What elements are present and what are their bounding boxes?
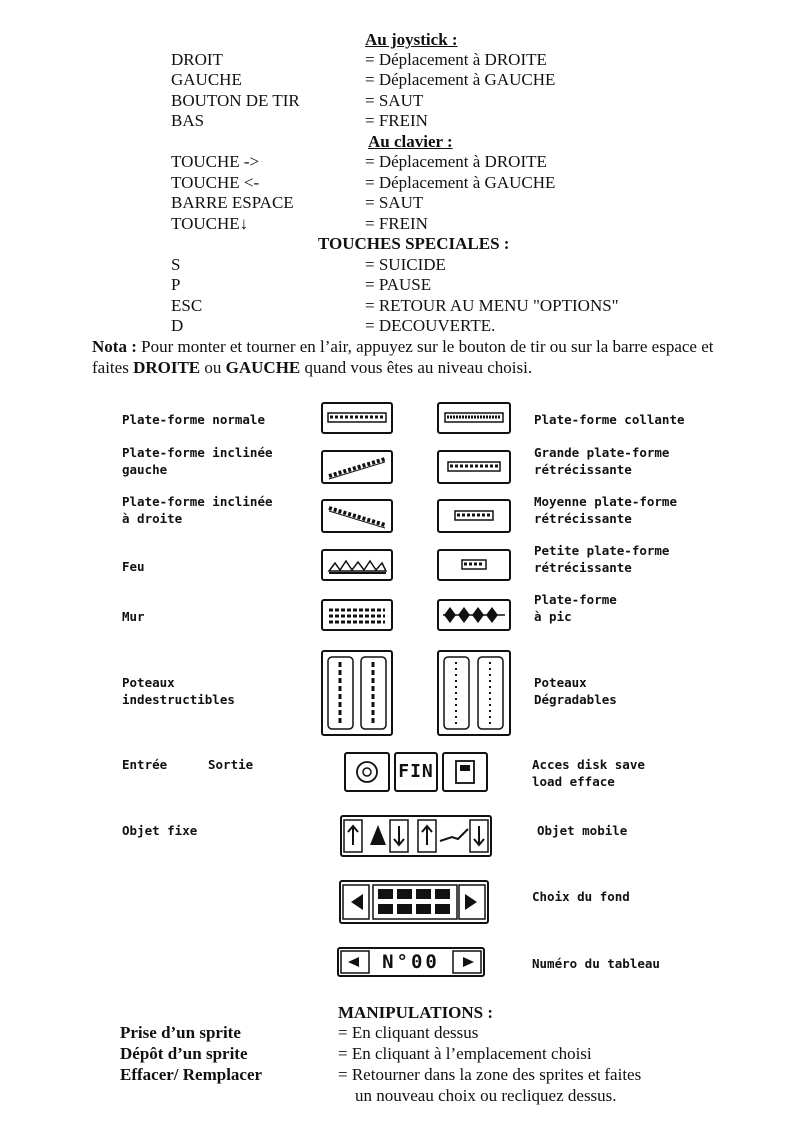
label-grande-plate-forme: Grande plate-forme rétrécissante xyxy=(534,445,670,477)
pillars-degradable-graphic xyxy=(439,652,509,734)
sprite-plate-forme-normale[interactable] xyxy=(321,402,393,434)
tableau-prev-arrow-icon[interactable] xyxy=(339,949,367,975)
manip-action-continuation: un nouveau choix ou recliquez dessus. xyxy=(355,1086,617,1105)
entry-button[interactable] xyxy=(344,752,390,792)
keyboard-key-left: TOUCHE <- xyxy=(171,173,260,192)
label-numero-tableau: Numéro du tableau xyxy=(532,956,660,971)
label-objet-fixe: Objet fixe xyxy=(122,823,198,838)
label-plate-forme-a-pic: Plate-forme à pic xyxy=(534,592,617,624)
label-entree: Entrée xyxy=(122,757,168,772)
keyboard-action-right: = Déplacement à DROITE xyxy=(365,152,547,171)
label-objet-mobile: Objet mobile xyxy=(537,823,628,838)
joystick-action-tir: = SAUT xyxy=(365,91,424,110)
joystick-action-bas: = FREIN xyxy=(365,111,428,130)
sprite-plate-forme-collante[interactable] xyxy=(437,402,511,434)
tableau-number: N°00 xyxy=(382,951,440,973)
special-key-s: S xyxy=(171,255,181,274)
objet-mobile-path-icon[interactable] xyxy=(428,826,476,846)
tableau-next-arrow-icon[interactable] xyxy=(451,949,479,975)
platform-large-shrinking-graphic xyxy=(439,452,509,482)
special-key-esc: ESC xyxy=(171,296,203,315)
exit-button[interactable] xyxy=(394,752,438,792)
sprite-feu[interactable] xyxy=(321,549,393,581)
sprite-plate-forme-inclinee-gauche[interactable] xyxy=(321,450,393,484)
label-plate-forme-inclinee-gauche: Plate-forme inclinée gauche xyxy=(122,445,273,477)
special-action-esc: = RETOUR AU MENU "OPTIONS" xyxy=(365,296,619,315)
manipulations-heading: MANIPULATIONS : xyxy=(338,1003,494,1022)
joystick-key-gauche: GAUCHE xyxy=(171,70,242,89)
label-moyenne-plate-forme: Moyenne plate-forme rétrécissante xyxy=(534,494,677,526)
sprite-plate-forme-a-pic[interactable] xyxy=(437,599,511,631)
sprite-plate-forme-inclinee-droite[interactable] xyxy=(321,499,393,533)
joystick-key-bas: BAS xyxy=(171,111,205,130)
keyboard-heading: Au clavier : xyxy=(368,132,453,151)
platform-incline-right-graphic xyxy=(323,501,391,531)
background-prev-arrow-icon[interactable] xyxy=(341,884,369,920)
label-choix-du-fond: Choix du fond xyxy=(532,889,630,904)
nota-bold-droite: DROITE xyxy=(133,358,201,377)
label-petite-plate-forme: Petite plate-forme rétrécissante xyxy=(534,543,670,575)
nota-bold-gauche: GAUCHE xyxy=(225,358,301,377)
keyboard-key-right: TOUCHE -> xyxy=(171,152,260,171)
platform-medium-shrinking-graphic xyxy=(439,501,509,531)
sprite-poteaux-indestructibles[interactable] xyxy=(321,650,393,736)
keyboard-action-left: = Déplacement à GAUCHE xyxy=(365,173,556,192)
pillars-indestructible-graphic xyxy=(323,652,391,734)
label-poteaux-indestructibles: Poteaux indestructibles xyxy=(122,675,235,707)
exit-fin-label: FIN xyxy=(398,761,434,782)
entry-icon xyxy=(346,754,388,790)
joystick-key-tir: BOUTON DE TIR xyxy=(171,91,300,110)
label-acces-disk: Acces disk save load efface xyxy=(532,757,645,789)
keyboard-action-down: = FREIN xyxy=(365,214,428,233)
platform-sticky-graphic xyxy=(439,404,509,432)
platform-incline-left-graphic xyxy=(323,452,391,482)
nota-text-2: ou xyxy=(200,358,226,377)
sprite-petite-plate-forme[interactable] xyxy=(437,549,511,581)
manip-key-effacer: Effacer/ Remplacer xyxy=(120,1065,263,1084)
label-plate-forme-normale: Plate-forme normale xyxy=(122,412,265,427)
manip-key-depot: Dépôt d’un sprite xyxy=(120,1044,248,1063)
keyboard-action-space: = SAUT xyxy=(365,193,424,212)
special-action-s: = SUICIDE xyxy=(365,255,446,274)
joystick-action-gauche: = Déplacement à GAUCHE xyxy=(365,70,556,89)
special-action-d: = DECOUVERTE. xyxy=(365,316,496,335)
sprite-poteaux-degradables[interactable] xyxy=(437,650,511,736)
nota-label: Nota : xyxy=(92,337,137,356)
special-key-p: P xyxy=(171,275,181,294)
background-next-arrow-icon[interactable] xyxy=(459,884,487,920)
sprite-grande-plate-forme[interactable] xyxy=(437,450,511,484)
platform-normal-graphic xyxy=(323,404,391,432)
sprite-moyenne-plate-forme[interactable] xyxy=(437,499,511,533)
keyboard-key-down: TOUCHE↓ xyxy=(171,214,249,233)
joystick-heading: Au joystick : xyxy=(365,30,458,49)
sprite-mur[interactable] xyxy=(321,599,393,631)
label-mur: Mur xyxy=(122,609,145,624)
fire-graphic xyxy=(323,551,391,579)
special-heading: TOUCHES SPECIALES : xyxy=(318,234,510,253)
label-plate-forme-collante: Plate-forme collante xyxy=(534,412,685,427)
platform-spikes-graphic xyxy=(439,601,509,629)
manip-action-prise: = En cliquant dessus xyxy=(338,1023,479,1042)
nota-text-3: quand vous êtes au niveau choisi. xyxy=(300,358,533,377)
wall-graphic xyxy=(323,601,391,629)
disk-icon xyxy=(444,754,486,790)
platform-small-shrinking-graphic xyxy=(439,551,509,579)
special-key-d: D xyxy=(171,316,184,335)
manip-action-depot: = En cliquant à l’emplacement choisi xyxy=(338,1044,592,1063)
joystick-action-droit: = Déplacement à DROITE xyxy=(365,50,547,69)
label-plate-forme-inclinee-droite: Plate-forme inclinée à droite xyxy=(122,494,273,526)
label-feu: Feu xyxy=(122,559,145,574)
special-action-p: = PAUSE xyxy=(365,275,432,294)
nota-paragraph xyxy=(92,336,742,378)
label-sortie: Sortie xyxy=(208,757,254,772)
keyboard-key-space: BARRE ESPACE xyxy=(171,193,294,212)
disk-access-button[interactable] xyxy=(442,752,488,792)
objet-fixe-arrow-up-icon[interactable] xyxy=(361,826,389,846)
joystick-key-droit: DROIT xyxy=(171,50,223,69)
label-poteaux-degradables: Poteaux Dégradables xyxy=(534,675,617,707)
nota-text-1: Pour monter et tourner en l’air, appuyez sur le bouton de tir ou sur la barre espace et faites xyxy=(92,337,714,377)
manip-key-prise: Prise d’un sprite xyxy=(120,1023,241,1042)
manip-action-effacer: = Retourner dans la zone des sprites et faites xyxy=(338,1065,642,1084)
